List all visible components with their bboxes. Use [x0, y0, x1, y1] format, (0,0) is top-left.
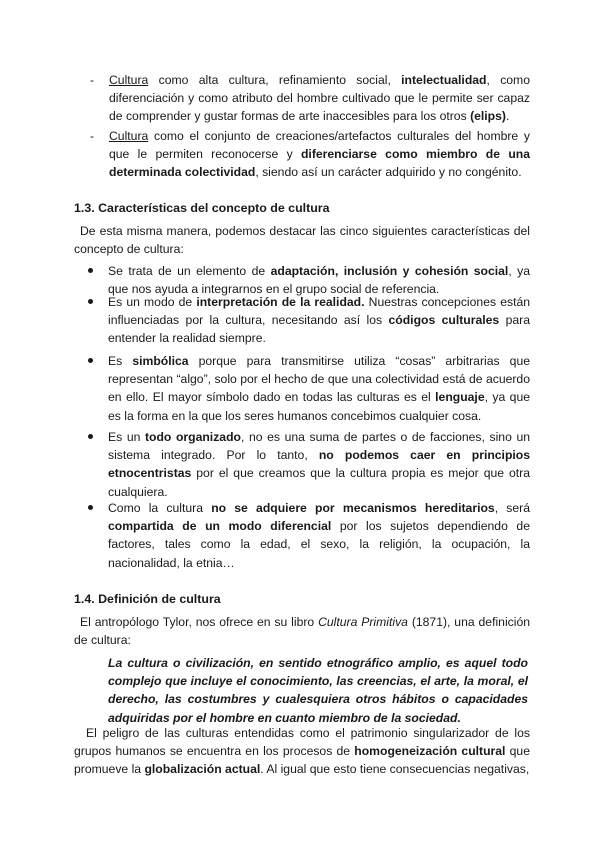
bullet-item	[88, 352, 530, 425]
text-run: Como la cultura	[108, 501, 212, 515]
text-run: , no es una suma de partes o de facciones, sino un sistema integrado. Por lo tanto,	[108, 430, 531, 463]
dash-item-text	[109, 127, 530, 182]
text-run: Se trata de un elemento de	[108, 264, 271, 278]
text-run: Cultura	[109, 129, 149, 143]
text-run: (elips)	[470, 109, 506, 124]
text-run: lenguaje	[435, 390, 485, 405]
text-run: para entender la realidad siempre.	[108, 313, 530, 346]
bullet-item	[88, 428, 530, 501]
bullet-text	[108, 499, 530, 572]
text-run: todo organizado	[144, 430, 241, 444]
text-run: Cultura	[109, 73, 149, 87]
text-run: como alta cultura, refinamiento social,	[148, 73, 402, 87]
text-run: Es un modo de	[108, 295, 197, 309]
block-quote: La cultura o civilización, en sentido etnográfico amplio, es aquel todo complejo que incluye el conocimiento, las creencias, el arte, la moral, el derecho, las costumbres y cualesquiera otros hábitos o capacidades adquiridas por el hombre en cuanto miembro de la sociedad.	[108, 656, 528, 725]
text-run: El antropólogo Tylor, nos ofrece en su libro	[80, 615, 319, 629]
text-run: interpretación de la realidad.	[196, 295, 365, 309]
text-run: , siendo así un carácter adquirido y no congénito.	[255, 165, 522, 180]
bullet-dot-icon	[88, 268, 93, 273]
dash-marker: -	[90, 73, 95, 87]
text-run: Cultura Primitiva	[318, 615, 408, 629]
text-run: intelectualidad	[401, 73, 487, 87]
text-run: adaptación, inclusión y cohesión social	[270, 264, 509, 278]
text-run: compartida de un modo diferencial	[108, 519, 332, 534]
text-run: simbólica	[132, 354, 189, 368]
text-run: como el conjunto de creaciones/artefactos culturales del hombre y que le permiten reconocerse y	[109, 129, 530, 162]
bullet-dot-icon	[88, 358, 93, 363]
section-heading: 1.3. Características del concepto de cultura	[74, 201, 330, 215]
dash-list-item	[90, 71, 530, 126]
text-run: Es un	[108, 430, 145, 444]
body-paragraph	[74, 724, 530, 779]
text-run: , ya que nos ayuda a integrarnos en el grupo social de referencia.	[108, 264, 531, 297]
text-run: Es	[108, 354, 133, 368]
text-run: El peligro de las culturas entendidas como el patrimonio singularizador de los grupos humanos se encuentra en los procesos de	[74, 726, 530, 759]
text-run: códigos culturales	[388, 313, 500, 328]
text-run: no podemos caer en principios etnocentristas	[108, 448, 530, 481]
section-heading: 1.4. Definición de cultura	[74, 592, 221, 606]
text-run: diferenciarse como miembro de una determinada colectividad	[109, 147, 530, 180]
bullet-dot-icon	[88, 299, 93, 304]
bullet-item	[88, 293, 530, 348]
text-run: no se adquiere por mecanismos hereditarios	[211, 501, 495, 515]
text-run: . Al igual que esto tiene consecuencias negativas,	[260, 762, 530, 777]
text-run: que promueve la	[74, 744, 530, 777]
bullet-dot-icon	[88, 434, 93, 439]
text-run: globalización actual	[144, 762, 261, 777]
text-run: Nuestras concepciones están influenciadas por la cultura, necesitando así los	[108, 295, 531, 328]
section-intro-paragraph	[74, 613, 530, 649]
dash-item-text	[109, 71, 530, 126]
text-run: porque para transmitirse utiliza “cosas” arbitrarias que representan “algo”, solo por el hecho de que una colectividad está de acuerdo en ello. El mayor símbolo dado en todas las culturas es el	[108, 354, 531, 405]
text-run: , será	[494, 501, 530, 515]
text-run: por el que creamos que la cultura propia es mejor que otra cualquiera.	[108, 466, 530, 499]
bullet-text	[108, 352, 530, 425]
bullet-text	[108, 293, 530, 348]
bullet-dot-icon	[88, 505, 93, 510]
bullet-text	[108, 428, 530, 501]
bullet-item	[88, 499, 530, 572]
text-run: , como diferenciación y como atributo del hombre cultivado que le permite ser capaz de comprender y gustar formas de arte inaccesibles para los otros	[109, 73, 530, 124]
text-run: , ya que es la forma en la que los seres humanos concebimos cualquier cosa.	[108, 390, 530, 423]
text-run: homogeneización cultural	[354, 744, 506, 759]
text-run: .	[505, 109, 510, 124]
dash-list-item	[90, 127, 530, 182]
dash-marker: -	[90, 129, 95, 143]
section-intro-paragraph: De esta misma manera, podemos destacar las cinco siguientes características del concepto de cultura:	[74, 224, 530, 257]
text-run: (1871), una definición de cultura:	[74, 615, 531, 648]
text-run: por los sujetos dependiendo de factores, tales como la edad, el sexo, la religión, la ocupación, la nacionalidad, la etnia…	[108, 519, 530, 570]
